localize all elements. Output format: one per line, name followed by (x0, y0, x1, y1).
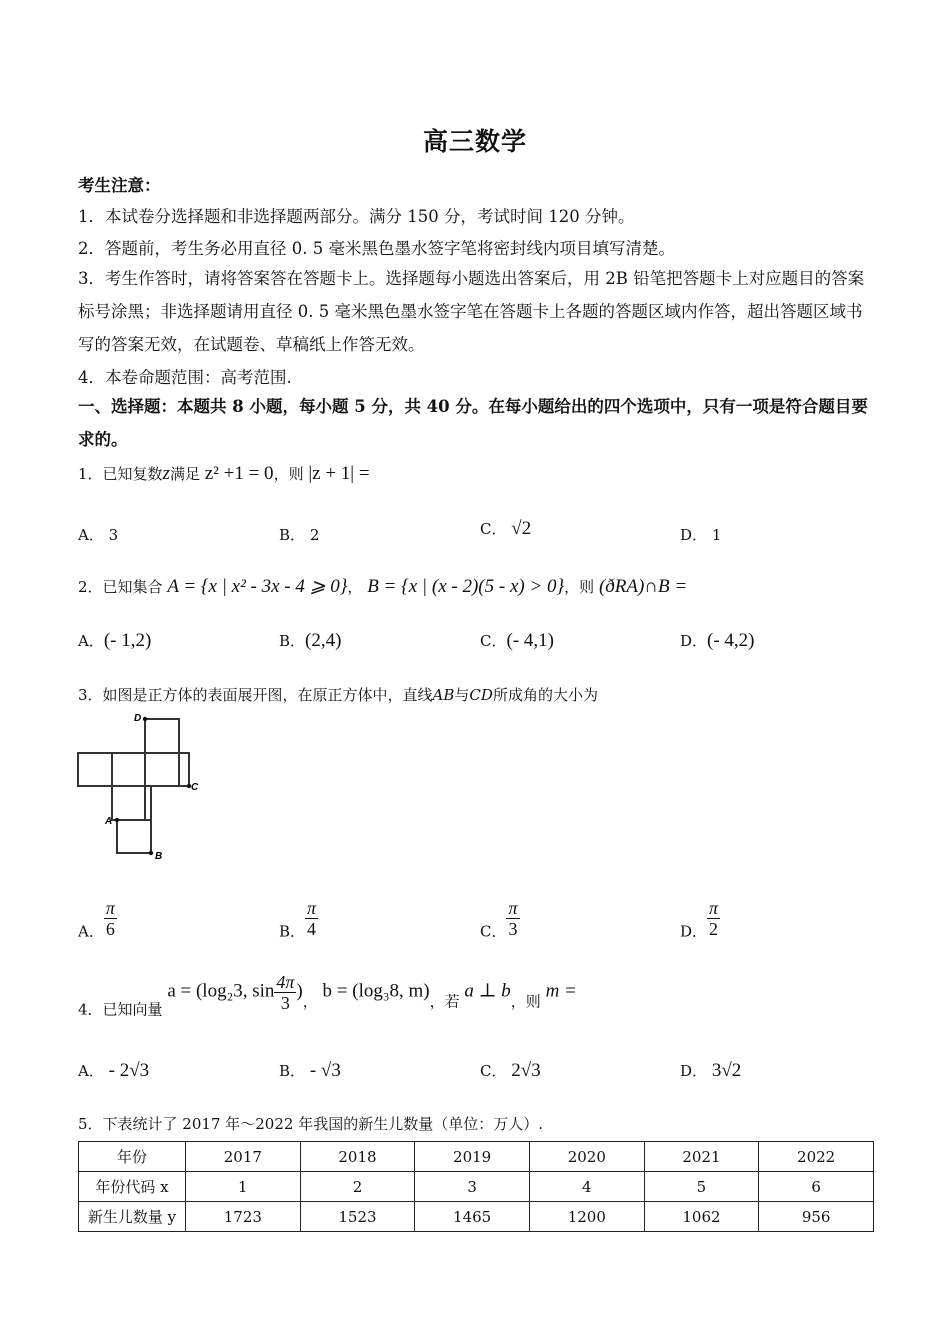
question-5: 5．下表统计了 2017 年～2022 年我国的新生儿数量（单位：万人）. (78, 1115, 543, 1133)
q1-option-a: A． 3 (78, 526, 119, 544)
point-b (149, 851, 153, 855)
q1-prefix: 1．已知复数 (78, 465, 163, 483)
notice-item-1: 1．本试卷分选择题和非选择题两部分。满分 150 分，考试时间 120 分钟。 (78, 207, 635, 226)
q1-mid: 满足 (169, 465, 200, 483)
q4-condition: a ⊥ b (464, 980, 511, 1002)
label-a: A (105, 816, 113, 827)
q3-option-d: D． $\frac{\pi}{2}$ (680, 898, 719, 941)
q4-vector-b: b = (log₃8, m) (322, 980, 430, 1002)
q4-prefix: 4．已知向量 (78, 1000, 163, 1019)
q4-vector-a: a = (log₂3, sin (167, 980, 275, 1002)
q2-then: ，则 (564, 578, 595, 596)
q1-option-d: D． 1 (680, 526, 722, 544)
q1-equation: z² +1 = 0 (204, 463, 274, 484)
q1-option-c: C． √2 (480, 518, 532, 539)
table-row: 新生儿数量 y 1723 1523 1465 1200 1062 956 (79, 1202, 874, 1232)
q3-ab: AB (432, 686, 455, 704)
label-d: D (134, 713, 142, 724)
q2-set-b: B = {x | (x - 2)(5 - x) > 0} (367, 576, 565, 597)
q2-sep: ， (347, 578, 363, 596)
question-3 (78, 684, 598, 705)
q3-option-a: A． $\frac{\pi}{6}$ (78, 898, 115, 941)
q3-text-a: 3．如图是正方体的表面展开图，在原正方体中，直线 (78, 686, 433, 704)
question-1 (78, 463, 370, 485)
table-row: 年份代码 x 1 2 3 4 5 6 (79, 1172, 874, 1202)
question-4: 4．已知向量 a = (log₂3, sin $\frac{4\pi}{3}$ )， b = (log₃8, m)，若 a ⊥ b，则 m = (78, 972, 577, 1019)
notice-item-3: 3．考生作答时，请将答案答在答题卡上。选择题每小题选出答案后，用 2B 铅笔把答题卡上对应题目的答案标号涂黑；非选择题请用直径 0. 5 毫米黑色墨水签字笔在答题卡上各题的答题区域内作答，超出答题区域书写的答案无效，在试题卷、草稿纸上作答无效。 (78, 269, 865, 354)
cube-net-figure (72, 708, 212, 868)
q4-option-b: B． - √3 (279, 1060, 341, 1081)
label-c: C (191, 782, 199, 793)
q3-cd: CD (469, 686, 493, 704)
question-2 (78, 575, 687, 598)
q2-option-c: C．(- 4,1) (480, 630, 554, 651)
q3-option-b: B． $\frac{\pi}{4}$ (279, 898, 317, 941)
q4-option-c: C． 2√3 (480, 1060, 541, 1081)
q4-option-a: A． - 2√3 (78, 1060, 150, 1081)
q2-set-a: A = {x | x² - 3x - 4 ⩾ 0} (167, 576, 348, 597)
q1-option-b: B． 2 (279, 526, 320, 544)
q4-ask: m = (545, 980, 577, 1002)
q3-option-c: C． $\frac{\pi}{3}$ (480, 898, 518, 941)
q3-text-c: 所成角的大小为 (492, 686, 598, 704)
notice-item-4: 4．本卷命题范围：高考范围. (78, 368, 292, 387)
q2-ask: (ðRA)∩B = (598, 576, 688, 597)
label-b: B (155, 851, 163, 862)
q2-prefix: 2．已知集合 (78, 578, 163, 596)
notice-item-2: 2．答题前，考生务必用直径 0. 5 毫米黑色墨水签字笔将密封线内项目填写清楚。 (78, 239, 675, 258)
q3-text-b: 与 (454, 686, 470, 704)
point-a (115, 818, 119, 822)
point-d (143, 717, 147, 721)
q1-then: ，则 (273, 465, 304, 483)
section-heading: 一、选择题：本题共 8 小题，每小题 5 分，共 40 分。在每小题给出的四个选项中，只有一项是符合题目要求的。 (78, 397, 868, 449)
q4-option-d: D． 3√2 (680, 1060, 742, 1081)
q2-option-b: B．(2,4) (279, 630, 342, 651)
q2-option-a: A．(- 1,2) (78, 630, 152, 651)
table-row: 年份 2017 2018 2019 2020 2021 2022 (79, 1142, 874, 1172)
births-table (78, 1141, 874, 1232)
q2-option-d: D．(- 4,2) (680, 630, 755, 651)
page-title: 高三数学 (422, 127, 527, 156)
notice-heading: 考生注意： (78, 176, 161, 195)
q1-ask: |z + 1| = (308, 463, 370, 484)
q1-var: z (162, 463, 170, 484)
